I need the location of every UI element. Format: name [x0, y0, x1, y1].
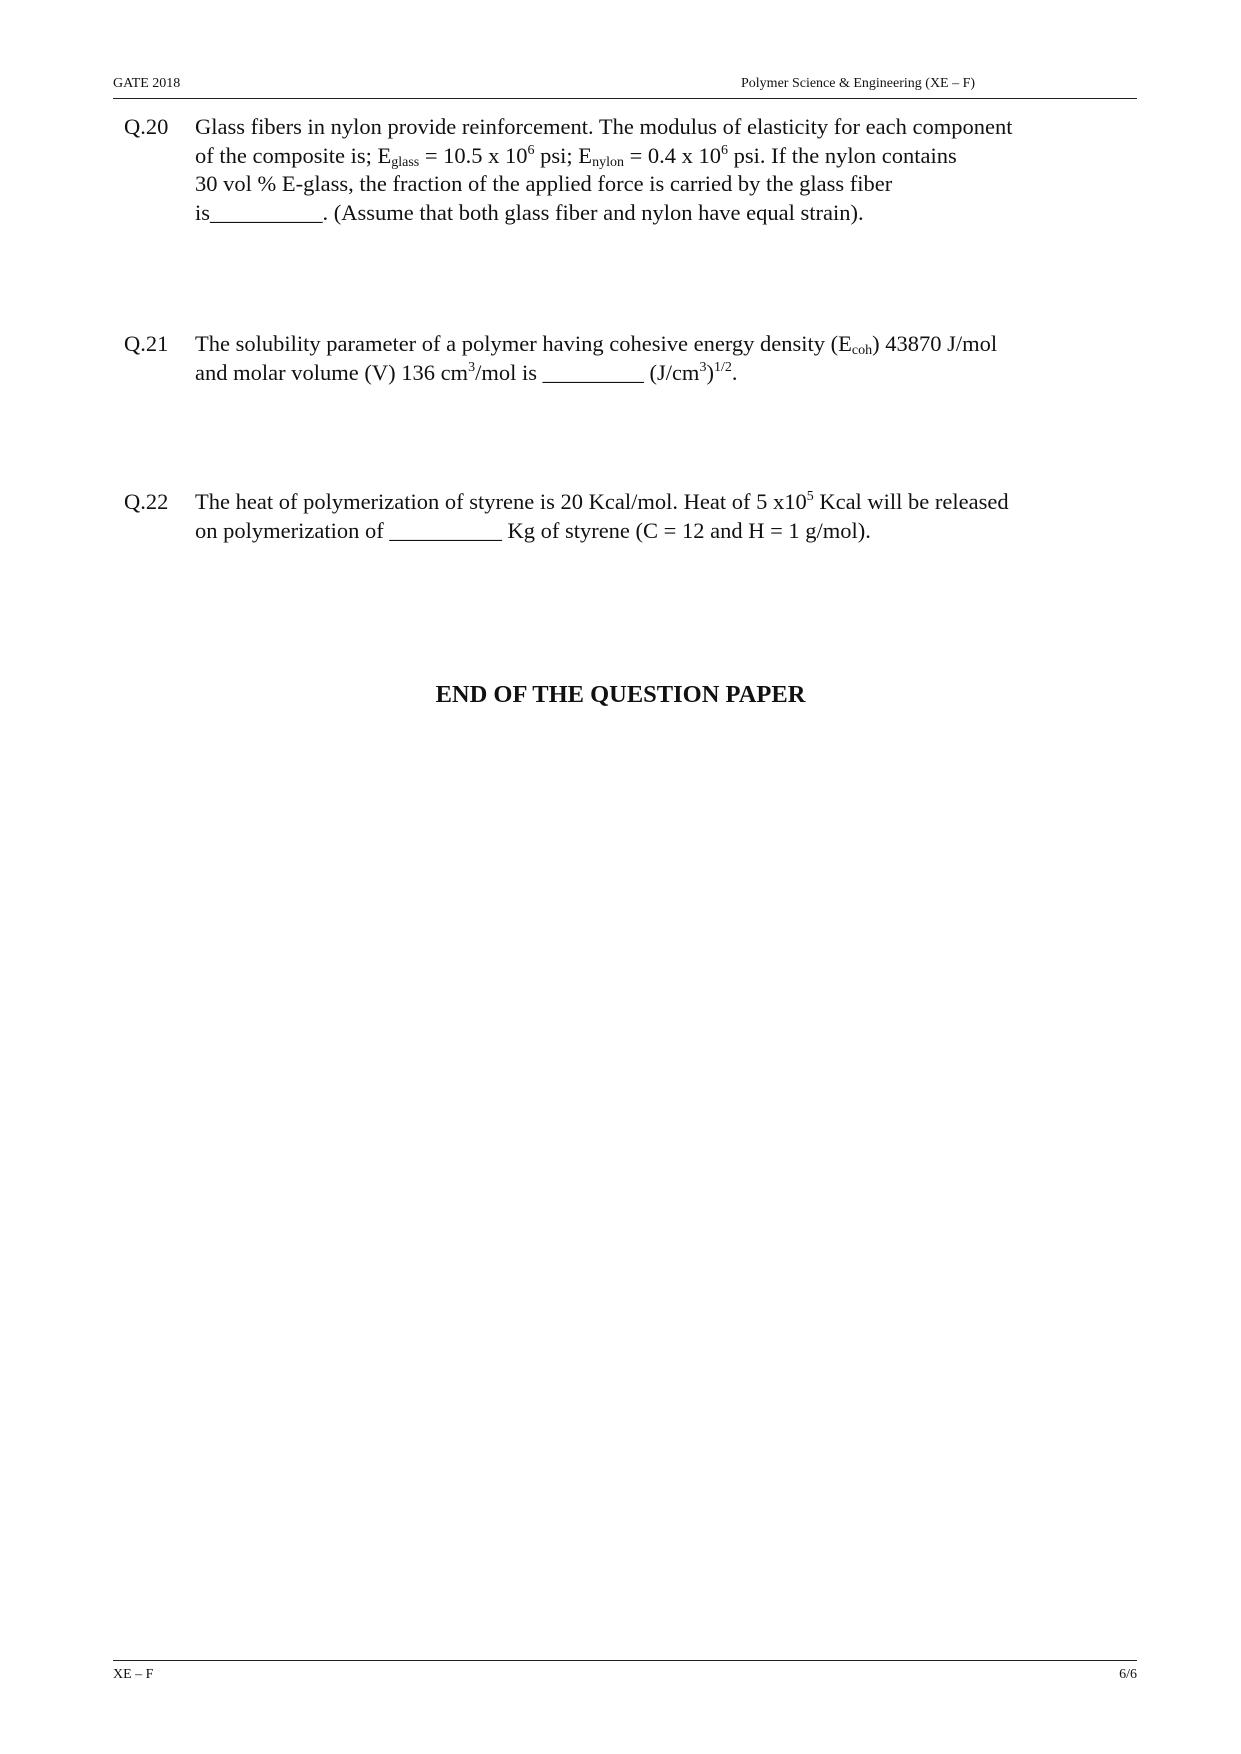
question-number: Q.22	[124, 489, 169, 514]
paper-code: XE – F	[113, 1667, 154, 1682]
subscript: glass	[391, 154, 420, 170]
subscript: coh	[851, 343, 873, 358]
exam-title: GATE 2018	[113, 76, 181, 91]
question-text	[195, 488, 1140, 545]
subscript: nylon	[592, 154, 624, 170]
end-of-paper: END OF THE QUESTION PAPER	[435, 681, 806, 708]
page-number: 6/6	[1119, 1667, 1137, 1682]
superscript: 6	[527, 142, 535, 158]
page-header	[113, 74, 1137, 99]
question-text	[195, 330, 1140, 387]
question-line: The solubility parameter of a polymer having cohesive energy density $(E_{coh})$ 43870 J/mol	[195, 331, 998, 358]
question-number: Q.21	[124, 331, 169, 356]
question-line: on polymerization of __________ Kg of styrene (C = 12 and H = 1 g/mol).	[195, 517, 871, 543]
question-text	[195, 113, 1140, 227]
question-line: and molar volume (V) 136 $cm^3$/mol is _________ $(J/cm^3)^{1/2}$.	[195, 359, 738, 385]
question-line: The heat of polymerization of styrene is 20 Kcal/mol. Heat of 5 $x10^5$ Kcal will be released	[195, 489, 1009, 514]
superscript: 6	[721, 142, 729, 158]
superscript: 3	[699, 359, 707, 375]
question-line: 30 vol % E-glass, the fraction of the applied force is carried by the glass fiber	[195, 171, 893, 196]
question-number: Q.20	[124, 114, 169, 139]
page-footer	[113, 1660, 1137, 1685]
question-line: is__________. (Assume that both glass fiber and nylon have equal strain).	[195, 199, 864, 225]
question-line: Glass fibers in nylon provide reinforcement. The modulus of elasticity for each component	[195, 114, 1013, 139]
superscript: 3	[468, 359, 476, 375]
paper-subject: Polymer Science & Engineering (XE – F)	[741, 76, 976, 91]
question-line: of the composite is; $E_{glass} = 10.5$ x $10^6$ psi; $E_{nylon} = 0.4$ x $10^6$ psi. If the nylon contains	[195, 142, 957, 170]
superscript: 1/2	[713, 359, 732, 375]
superscript: 5	[806, 489, 814, 504]
